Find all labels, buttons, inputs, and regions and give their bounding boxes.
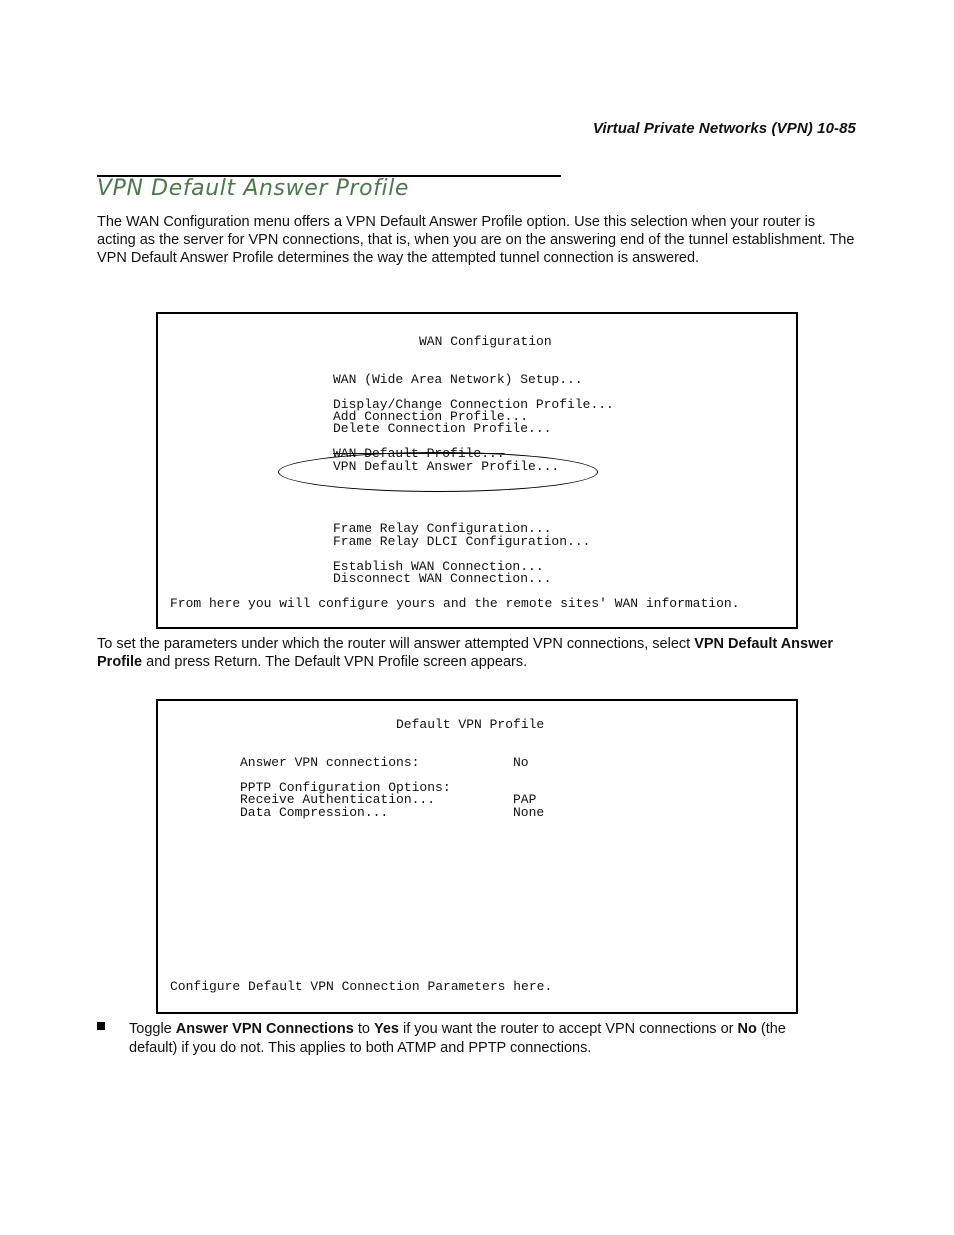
menu-item-disconnect-wan[interactable]: Disconnect WAN Connection... (333, 571, 552, 586)
menu-item-add-profile[interactable]: Add Connection Profile... (333, 409, 529, 424)
instruction-text-1: To set the parameters under which the router will answer attempted VPN connections, select (97, 636, 695, 652)
bullet-bold-1: Answer VPN Connections (175, 1021, 354, 1037)
instruction-bold: VPN Default Answer Profile (97, 636, 834, 670)
instruction-text-2: and press Return. The Default VPN Profile screen appears. (142, 654, 528, 670)
data-compression-item[interactable]: Data Compression... (240, 805, 389, 820)
bullet-text-2: to (353, 1021, 374, 1037)
bullet-square-icon (97, 1022, 105, 1030)
screen-footer: Configure Default VPN Connection Parameters here. (170, 979, 553, 994)
wan-configuration-screen (156, 312, 798, 629)
bullet-text-4: (the default) if you do not. This applies to both ATMP and PPTP connections. (129, 1021, 786, 1056)
bullet-bold-2: Yes (373, 1021, 399, 1037)
answer-vpn-value[interactable]: No (513, 755, 529, 770)
bullet-item (129, 1020, 829, 1058)
bullet-text-1: Toggle (129, 1021, 176, 1037)
menu-item-vpn-default-answer-profile[interactable]: VPN Default Answer Profile... (333, 459, 560, 474)
intro-paragraph: The WAN Configuration menu offers a VPN Default Answer Profile option. Use this selection when your router is acting as the server for VPN connections, that is, when you are on the answering end of the tunnel establishment. The VPN Default Answer Profile determines the way the attempted tunnel connection is answered. (97, 214, 855, 266)
menu-item-frame-relay-config[interactable]: Frame Relay Configuration... (333, 521, 552, 536)
pptp-options-header: PPTP Configuration Options: (240, 780, 451, 795)
screen-footer: From here you will configure yours and the remote sites' WAN information. (170, 596, 740, 611)
data-compression-value: None (513, 805, 545, 820)
menu-item-display-change-profile[interactable]: Display/Change Connection Profile... (333, 397, 614, 412)
menu-item-delete-profile[interactable]: Delete Connection Profile... (333, 421, 552, 436)
answer-vpn-label: Answer VPN connections: (240, 755, 420, 770)
receive-authentication-value: PAP (513, 792, 537, 807)
default-vpn-profile-screen (156, 699, 798, 1014)
bullet-text-3: if you want the router to accept VPN connections or (398, 1021, 738, 1037)
menu-item-frame-relay-dlci[interactable]: Frame Relay DLCI Configuration... (333, 534, 591, 549)
menu-item-wan-setup[interactable]: WAN (Wide Area Network) Setup... (333, 372, 583, 387)
menu-item-wan-default-profile[interactable]: WAN Default Profile... (333, 446, 505, 461)
highlight-ellipse (278, 452, 598, 492)
instruction-paragraph (97, 635, 857, 671)
section-title: VPN Default Answer Profile (97, 176, 410, 201)
screen-title: Default VPN Profile (396, 717, 545, 732)
running-head: Virtual Private Networks (VPN) 10-85 (592, 120, 856, 137)
bullet-bold-3: No (737, 1021, 757, 1037)
receive-authentication-item[interactable]: Receive Authentication... (240, 792, 436, 807)
menu-item-establish-wan[interactable]: Establish WAN Connection... (333, 559, 544, 574)
screen-title: WAN Configuration (419, 334, 552, 349)
